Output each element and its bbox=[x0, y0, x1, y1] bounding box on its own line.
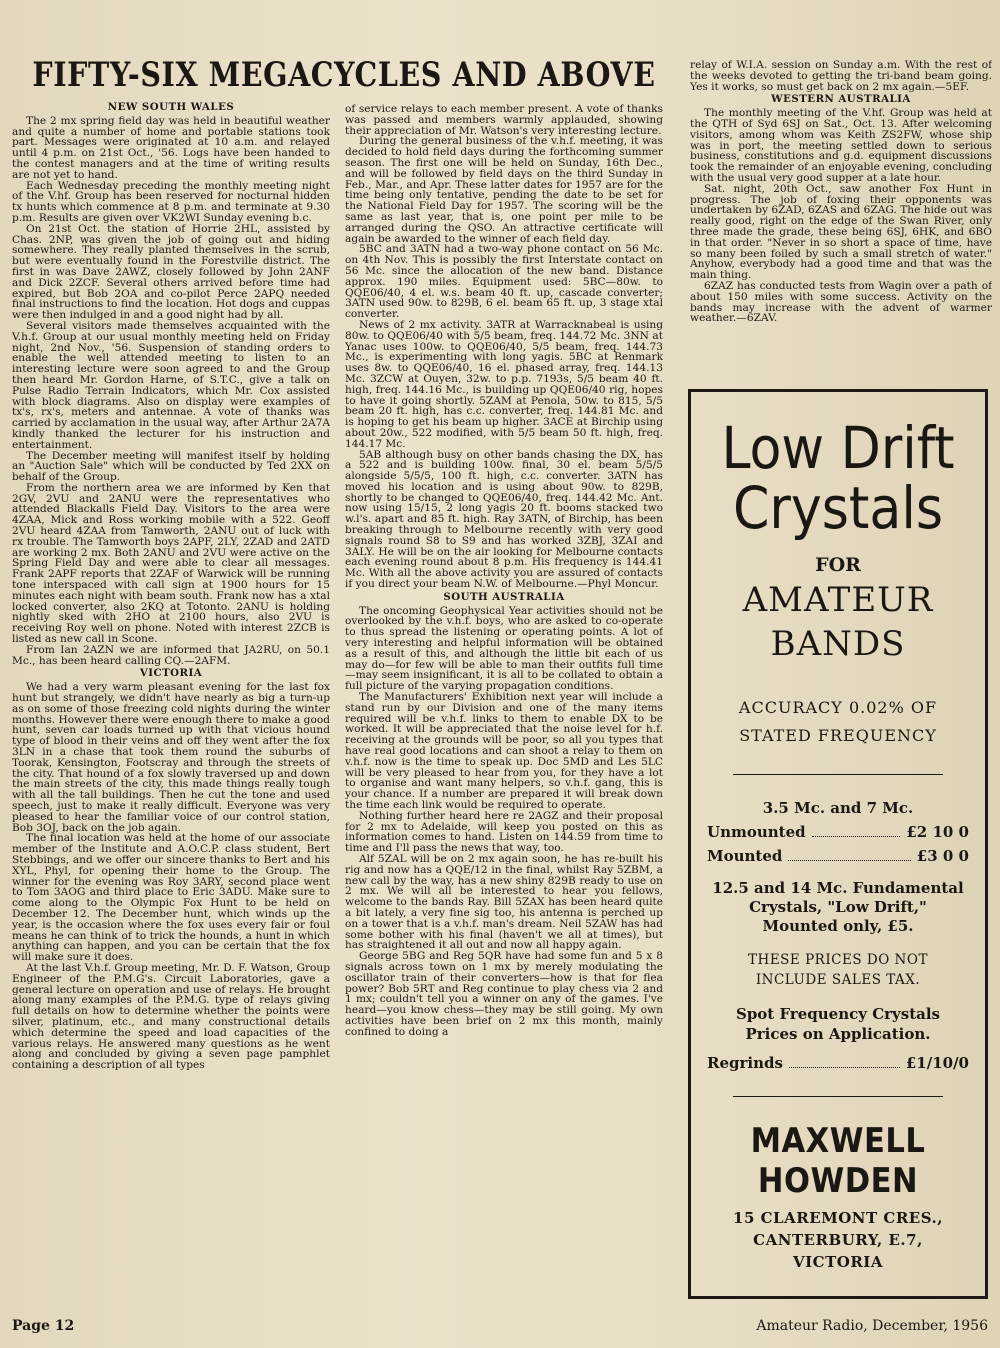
ad-accuracy bbox=[691, 694, 985, 750]
price-value: £2 10 0 bbox=[906, 823, 969, 841]
ad-spot-line: Prices on Application. bbox=[745, 1025, 931, 1043]
section-heading-south-australia: SOUTH AUSTRALIA bbox=[443, 590, 565, 603]
paragraph: relay of W.I.A. session on Sunday a.m. With the rest of the weeks devoted to getting the tri-band beam going. Yes it works, so must get back on 2 mx again.—5EF. bbox=[690, 60, 992, 93]
ad-accuracy-line-2: STATED FREQUENCY bbox=[739, 726, 937, 745]
ad-frequency: 3.5 Mc. and 7 Mc. bbox=[762, 799, 914, 817]
page-number: Page 12 bbox=[12, 1318, 75, 1334]
ad-spot-frequency bbox=[691, 1004, 985, 1044]
paragraph: On 21st Oct. the station of Horrie 2HL, assisted by Chas. 2NP, was given the job of going out and hiding somewhere. They really planted themselves in the scrub, but were eventually found in the Forestville district. The first in was Dave 2AWZ, closely followed by John 2ANF and Dick 2ZCF. Several others arrived before time had expired, but Bob 2OA and co-pilot Perce 2APQ needed final instructions to find the location. Hot dogs and cuppas were then indulged in and a good night had by all. bbox=[12, 222, 330, 322]
paragraph: 5BC and 3ATN had a two-way phone contact on 56 Mc. on 4th Nov. This is possibly the first Interstate contact on 56 Mc. since the allocation of the new band. Distance approx. 190 miles. Equipment used: 5BC—80w. to QQE06/40, 4 el. w.s. beam 40 ft. up, cascade converter; 3ATN used 90w. to 829B, 6 el. beam 65 ft. up, 3 stage xtal converter. bbox=[345, 243, 663, 321]
ad-for: FOR bbox=[815, 554, 861, 576]
paragraph: The final location was held at the home of our associate member of the Institute and A.O.C.P. class student, Bert Stebbings, and we offer our sincere thanks to Bert and his XYL, Phyl, for opening their home to the Group. The winner for the evening was Roy 3ARY, second place went to Tom 3AOG and third place to Eric 3ADU. Make sure to come along to the Olympic Fox Hunt to be held on December 12. The December hunt, which winds up the year, is the occasion where the fox uses every fair or foul means he can think of to trick the hounds, a hunt in which anything can happen, and you can be certain that the fox will make sure it does. bbox=[12, 832, 330, 964]
divider bbox=[733, 1096, 943, 1097]
ad-address bbox=[691, 1207, 985, 1273]
ad-tax-note bbox=[691, 950, 985, 990]
ad-fundamental-line: Mounted only, £5. bbox=[762, 917, 914, 935]
ad-fundamental-line: Crystals, "Low Drift," bbox=[749, 898, 927, 916]
paragraph: of service relays to each member present. A vote of thanks was passed and members warmly applauded, showing their appreciation of Mr. Watson's very interesting lecture. bbox=[345, 104, 663, 137]
price-label: Unmounted bbox=[707, 823, 806, 841]
ad-fundamental bbox=[691, 879, 985, 936]
price-row-mounted bbox=[707, 847, 969, 865]
ad-address-line: 15 CLAREMONT CRES., bbox=[733, 1209, 943, 1227]
ad-headline-1: Low Drift bbox=[721, 414, 955, 482]
dot-leader bbox=[812, 823, 901, 837]
ad-bands: BANDS bbox=[770, 624, 906, 664]
paragraph: 5AB although busy on other bands chasing the DX, has a 522 and is building 100w. final, 30 el. beam 5/5/5 alongside 5/5/5, 100 ft. high, c.c. converter. 3ATN has moved his location and is using about 90w. to 829B, shortly to be changed to QQE06/40, freq. 144.42 Mc. Ant. now using 15/15, 2 long yagis 20 ft. booms stacked two w.l's. apart and 85 ft. high. Ray 3ATN, of Birchip, has been breaking through to Melbourne recently with very good signals round S8 to S9 and has worked 3ZBJ, 3ZAI and 3ALY. He will be on the air looking for Melbourne contacts each evening round about 8 p.m. His frequency is 144.41 Mc. With all the above activity you are assured of contacts if you direct your beam N.W. of Melbourne.—Phyl Moncur. bbox=[345, 448, 663, 591]
paragraph: The Manufacturers' Exhibition next year will include a stand run by our Division and one of the many items required will be v.h.f. links to them to enable DX to be worked. It will be appreciated that the noise level for h.f. receiving at the grounds will be poor, so all you types that have real good locations and can shoot a relay to them on v.h.f. now is the time to speak up. Doc 5MD and Les 5LC will be very pleased to hear from you, for they have a lot to organise and want many helpers, so v.h.f. gang, this is your chance. If a number are prepared it will break down the time each link would be required to operate. bbox=[345, 691, 663, 811]
divider bbox=[733, 774, 943, 775]
paragraph: George 5BG and Reg 5QR have had some fun and 5 x 8 signals across town on 1 mx by merely modulating the oscillator train of their converters—how is that for flea power? Bob 5RT and Reg continue to play chess via 2 and 1 mx; couldn't tell you a winner on any of the games. I've heard—you know chess—they may be still going. My own activities have been brief on 2 mx this month, mainly confined to doing a bbox=[345, 950, 663, 1038]
crystals-advertisement bbox=[688, 389, 988, 1299]
publication-footer: Amateur Radio, December, 1956 bbox=[756, 1318, 988, 1334]
ad-amateur: AMATEUR bbox=[742, 580, 934, 620]
section-heading-victoria: VICTORIA bbox=[139, 667, 203, 680]
ad-fundamental-line: 12.5 and 14 Mc. Fundamental bbox=[712, 879, 964, 897]
paragraph: At the last V.h.f. Group meeting, Mr. D. F. Watson, Group Engineer of the P.M.G's. Circuit Laboratories, gave a general lecture on operation and use of relays. He brought along many examples of the P.M.G. type of relays giving full details on how to determine whether the points were silver, platinum, etc., and many constructional details which determine the speed and load capacities of the various relays. He answered many questions as he went along and concluded by giving a seven page pamphlet containing a description of all types bbox=[12, 961, 330, 1072]
paragraph: From the northern area we are informed by Ken that 2GV, 2VU and 2ANU were the representatives who attended Blackalls Field Day. Visitors to the area were 4ZAA, Mick and Ross working mobile with a 522. Geoff 2VU heard 4ZAA from Tamworth, 2ANU out of luck with rx trouble. The Tamworth boys 2APF, 2LY, 2ZAD and 2ATD are working 2 mx. Both 2ANU and 2VU were active on the Spring Field Day and were able to clear all messages. Frank 2APF reports that 2ZAF of Warwick will be running tone interspaced with call sign at 1900 hours for 15 minutes each night with beam south. Frank now has a xtal locked converter, also 2KQ at Totonto. 2ANU is holding nightly sked with 2HO at 2100 hours, also 2VU is receiving Roy well on phone. Noted with interest 2ZCB is listed as new call in Scone. bbox=[12, 481, 330, 646]
ad-headline-2: Crystals bbox=[732, 474, 944, 542]
paragraph: We had a very warm pleasant evening for the last fox hunt but strangely, we didn't have nearly as big a turn-up as on some of those freezing cold nights during the winter months. However there were enough there to make a good hunt, seven car loads turned up with that vicious hound type of blood in their veins and off they went after the fox 3LN in a chase that took them round the suburbs of Toorak, Kensington, Footscray and through the streets of the city. That hound of a fox slowly traversed up and down the main streets of the city, this made things really tough with all the tall buildings. Then he cut the tone and used speech, just to make it really difficult. Everyone was very pleased to hear the familiar voice of our control station, Bob 3OJ, back on the job again. bbox=[12, 681, 330, 834]
dot-leader bbox=[789, 1054, 900, 1068]
ad-tax-line: INCLUDE SALES TAX. bbox=[755, 972, 921, 988]
price-label: Mounted bbox=[707, 847, 783, 865]
page-title: FIFTY-SIX MEGACYCLES AND ABOVE bbox=[32, 54, 656, 95]
paragraph: The December meeting will manifest itself by holding an "Auction Sale" which will be conducted by Ted 2XX on behalf of the Group. bbox=[12, 449, 330, 484]
section-heading-western-australia: WESTERN AUSTRALIA bbox=[771, 93, 911, 106]
price-row-regrinds bbox=[707, 1054, 969, 1072]
column-2 bbox=[345, 104, 663, 1310]
ad-accuracy-line-1: ACCURACY 0.02% OF bbox=[738, 698, 938, 717]
price-row-unmounted bbox=[707, 823, 969, 841]
paragraph: During the general business of the v.h.f. meeting, it was decided to hold field days during the forthcoming summer season. The first one will be held on Sunday, 16th Dec., and will be followed by field days on the third Sunday in Feb., Mar., and Apr. These latter dates for 1957 are for the time being only tentative, pending the date to be set for the National Field Day for 1957. The scoring will be the same as last year, that is, one point per mile to be arranged during the QSO. An attractive certificate will again be awarded to the winner of each field day. bbox=[345, 135, 663, 245]
ad-tax-line: THESE PRICES DO NOT bbox=[748, 952, 928, 968]
paragraph: The monthly meeting of the V.hf. Group was held at the QTH of Syd 6SJ on Sat., Oct. 13. After welcoming visitors, among whom was Keith ZS2FW, whose ship was in port, the meeting settled down to serious business, constitutions and g.d. equipment discussions took the remainder of an enjoyable evening, concluding with the usual very good supper at a late hour. bbox=[690, 107, 992, 184]
paragraph: 6ZAZ has conducted tests from Wagin over a path of about 150 miles with some success. Activity on the bands may increase with the advent of warmer weather.—6ZAV. bbox=[690, 279, 992, 325]
column-1 bbox=[12, 100, 330, 1308]
price-label: Regrinds bbox=[707, 1054, 783, 1072]
ad-address-line: VICTORIA bbox=[793, 1253, 883, 1271]
paragraph: Several visitors made themselves acquainted with the V.h.f. Group at our usual monthly meeting held on Friday night, 2nd Nov., '56. Suspension of standing orders to enable the well attended meeting to listen to an interesting lecture were soon agreed to and the Group then heard Mr. Gordon Harne, of S.T.C., give a talk on Pulse Radio Terrain Indicators, which Mr. Cox assisted with block diagrams. Also on display were examples of tx's, rx's, meters and antennae. A vote of thanks was carried by acclamation in the usual way, after Arthur 2A7A kindly thanked the lecturer for his instruction and entertainment. bbox=[12, 319, 330, 451]
ad-company-name: MAXWELL HOWDEN bbox=[750, 1121, 926, 1201]
ad-address-line: CANTERBURY, E.7, bbox=[753, 1231, 923, 1249]
paragraph: The oncoming Geophysical Year activities should not be overlooked by the v.h.f. boys, who are asked to co-operate to thus spread the listening or operating points. A lot of very interesting and helpful information will be obtained as a result of this, and although the little bit each of us may do—for few will be able to man their outfits full time—may seem insignificant, it is all to be collated to obtain a full picture of the varying propagation conditions. bbox=[345, 604, 663, 693]
paragraph: Sat. night, 20th Oct., saw another Fox Hunt in progress. The job of foxing their opponents was undertaken by 6ZAD, 6ZAS and 6ZAG. The hide out was really good, right on the edge of the Swan River, only three made the grade, these being 6SJ, 6HK, and 6BO in that order. "Never in so short a space of time, have so many been foiled by such a small stretch of water." Anyhow, everybody had a good time and that was the main thing. bbox=[690, 182, 992, 282]
price-value: £3 0 0 bbox=[916, 847, 969, 865]
paragraph: From Ian 2AZN we are informed that JA2RU, on 50.1 Mc., has been heard calling CQ.—2AFM. bbox=[12, 643, 330, 667]
section-heading-nsw: NEW SOUTH WALES bbox=[107, 101, 235, 113]
paragraph: Each Wednesday preceding the monthly meeting night of the V.hf. Group has been reserved for nocturnal hidden tx hunts which commence at 8 p.m. and terminate at 9.30 p.m. Results are given over VK2WI Sunday evening b.c. bbox=[12, 179, 330, 224]
ad-spot-line: Spot Frequency Crystals bbox=[735, 1005, 941, 1023]
column-3 bbox=[690, 60, 992, 384]
price-value: £1/10/0 bbox=[905, 1054, 969, 1072]
dot-leader bbox=[788, 847, 910, 861]
paragraph: The 2 mx spring field day was held in beautiful weather and quite a number of home and portable stations took part. Messages were originated at 10 a.m. and relayed until 4 p.m. on 21st Oct., '56. Logs have been handed to the contest managers and at the time of writing results are not yet to hand. bbox=[12, 114, 330, 181]
paragraph: Alf 5ZAL will be on 2 mx again soon, he has re-built his rig and now has a QQE/12 in the final, whilst Ray 5ZBM, a new call by the way, has a new shiny 829B ready to use on 2 mx. We will all be interested to hear you fellows, welcome to the bands Ray. Bill 5ZAX has been heard quite a bit lately, a very fine sig too, his antenna is perched up on a tower that is a v.h.f. man's dream. Neil 5ZAW has had some bother with his final (haven't we all at times), but has straightened it all out and now all happy again. bbox=[345, 852, 663, 952]
paragraph: News of 2 mx activity. 3ATR at Warracknabeal is using 80w. to QQE06/40 with 5/5 beam, freq. 144.72 Mc. 3NN at Yanac uses 100w. to QQE06/40, 5/5 beam, freq. 144.73 Mc., is experimenting with long yagis. 5BC at Renmark uses 8w. to QQE06/40, 16 el. phased array, freq. 144.13 Mc. 3ZCW at Ouyen, 32w. to p.p. 7193s, 5/5 beam 40 ft. high, freq. 144.16 Mc., is building up QQE06/40 rig, hopes to have it going shortly. 5ZAM at Penola, 50w. to 815, 5/5 beam 20 ft. high, has c.c. converter, freq. 144.81 Mc. and is hoping to get his beam up higher. 3ACE at Birchip using about 20w., 522 modified, with 5/5 beam 50 ft. high, freq. 144.17 Mc. bbox=[345, 318, 663, 450]
paragraph: Nothing further heard here re 2AGZ and their proposal for 2 mx to Adelaide, will keep you posted on this as information comes to hand. Listen on 144.59 from time to time and I'll pass the news that way, too. bbox=[345, 809, 663, 855]
